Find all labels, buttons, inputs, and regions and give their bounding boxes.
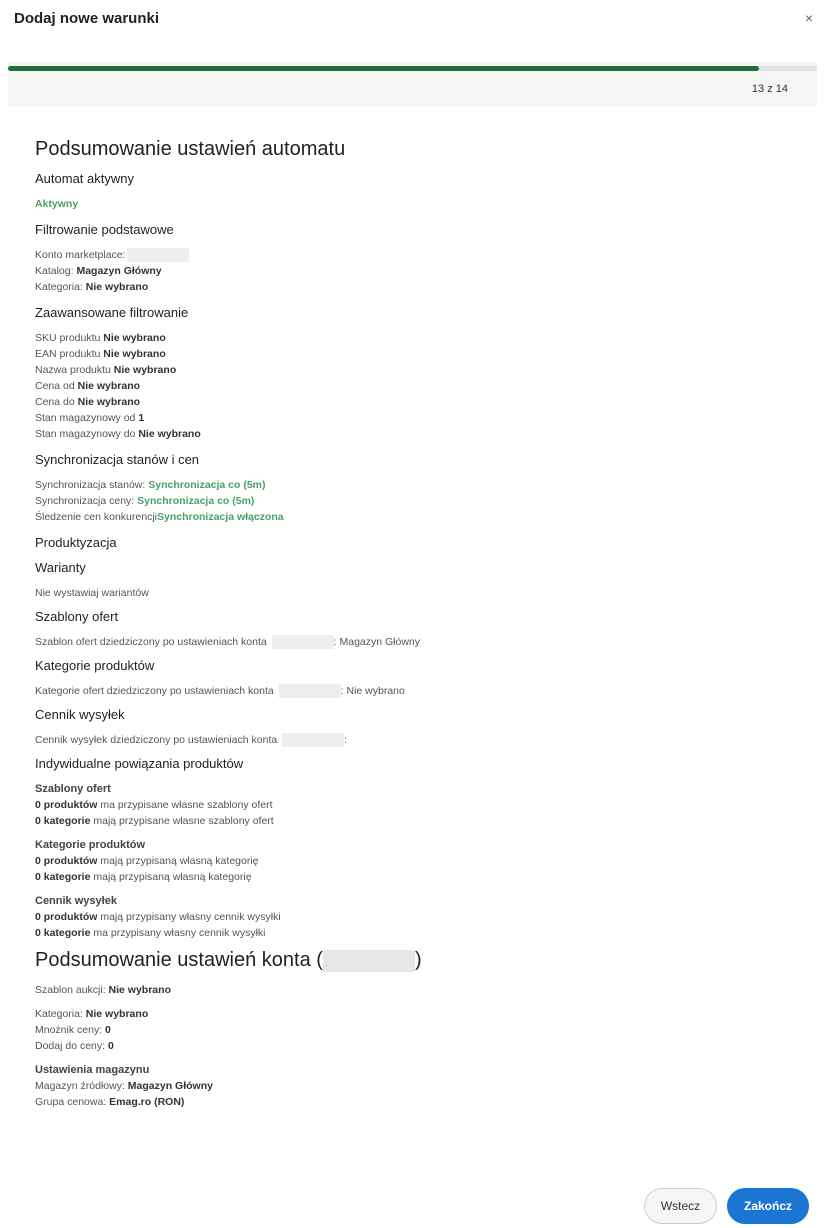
list-item: Stan magazynowy do Nie wybrano — [35, 428, 201, 440]
back-button[interactable]: Wstecz — [644, 1188, 717, 1224]
progress-fill — [8, 66, 759, 71]
categories-text: Kategorie ofert dziedziczony po ustawieniach konta : Nie wybrano — [35, 685, 405, 697]
advanced-filter-heading: Zaawansowane filtrowanie — [35, 305, 189, 320]
redacted-account — [127, 248, 189, 262]
redacted-account — [272, 635, 334, 649]
auction-template-row: Szablon aukcji: Nie wybrano — [35, 984, 171, 996]
shipping-heading: Cennik wysyłek — [35, 707, 125, 722]
sync-heading: Synchronizacja stanów i cen — [35, 452, 200, 467]
competition-row: Śledzenie cen konkurencjiSynchronizacja włączona — [35, 511, 284, 523]
categories-heading: Kategorie produktów — [35, 658, 155, 673]
multiplier-row: Mnożnik ceny: 0 — [35, 1024, 111, 1036]
list-item: Stan magazynowy od 1 — [35, 412, 145, 424]
individual-group-shipping: Cennik wysyłek 0 produktów mają przypisany własny cennik wysyłki 0 kategorie ma przypisany własny cennik wysyłki — [35, 895, 281, 939]
catalog-row: Katalog: Magazyn Główny — [35, 265, 162, 277]
shipping-text: Cennik wysyłek dziedziczony po ustawieniach konta : — [35, 734, 348, 746]
redacted-account — [323, 950, 415, 972]
category-row: Kategoria: Nie wybrano — [35, 281, 149, 293]
templates-heading: Szablony ofert — [35, 609, 119, 624]
price-group-row: Grupa cenowa: Emag.ro (RON) — [35, 1096, 185, 1108]
progress-track — [8, 66, 817, 71]
basic-filter-heading: Filtrowanie podstawowe — [35, 222, 174, 237]
close-icon[interactable]: × — [804, 10, 813, 26]
finish-button[interactable]: Zakończ — [727, 1188, 809, 1224]
active-heading: Automat aktywny — [35, 171, 134, 186]
source-warehouse-row: Magazyn źródłowy: Magazyn Główny — [35, 1080, 213, 1092]
price-sync-row: Synchronizacja ceny: Synchronizacja co (5m) — [35, 495, 255, 507]
active-value: Aktywny — [35, 198, 79, 210]
productization-heading: Produktyzacja — [35, 535, 117, 550]
redacted-account — [282, 733, 344, 747]
variants-heading: Warianty — [35, 560, 86, 575]
account-category-row: Kategoria: Nie wybrano — [35, 1008, 149, 1020]
summary-title: Podsumowanie ustawień automatu — [35, 138, 346, 160]
warehouse-heading: Ustawienia magazynu — [35, 1064, 150, 1076]
account-summary-title: Podsumowanie ustawień konta ( ) — [35, 949, 422, 971]
list-item: Cena do Nie wybrano — [35, 396, 141, 408]
list-item: Cena od Nie wybrano — [35, 380, 141, 392]
advanced-rows — [35, 330, 795, 442]
variants-text: Nie wystawiaj wariantów — [35, 587, 149, 599]
modal-title: Dodaj nowe warunki — [14, 10, 160, 27]
list-item: EAN produktu Nie wybrano — [35, 348, 166, 360]
progress-section — [8, 62, 817, 107]
individual-group-templates: Szablony ofert 0 produktów ma przypisane własne szablony ofert 0 kategorie mają przypisane własne szablony ofert — [35, 783, 274, 827]
account-row: Konto marketplace: — [35, 247, 795, 263]
templates-text: Szablon ofert dziedziczony po ustawieniach konta : Magazyn Główny — [35, 636, 421, 648]
list-item: Nazwa produktu Nie wybrano — [35, 364, 177, 376]
stock-sync-row: Synchronizacja stanów: Synchronizacja co (5m) — [35, 479, 266, 491]
summary-content — [35, 138, 795, 1110]
list-item: SKU produktu Nie wybrano — [35, 332, 166, 344]
progress-text: 13 z 14 — [751, 83, 788, 95]
redacted-account — [279, 684, 341, 698]
individual-heading: Indywidualne powiązania produktów — [35, 756, 244, 771]
add-to-price-row: Dodaj do ceny: 0 — [35, 1040, 114, 1052]
individual-group-categories: Kategorie produktów 0 produktów mają przypisaną własną kategorię 0 kategorie mają przypisaną własną kategorię — [35, 839, 259, 883]
